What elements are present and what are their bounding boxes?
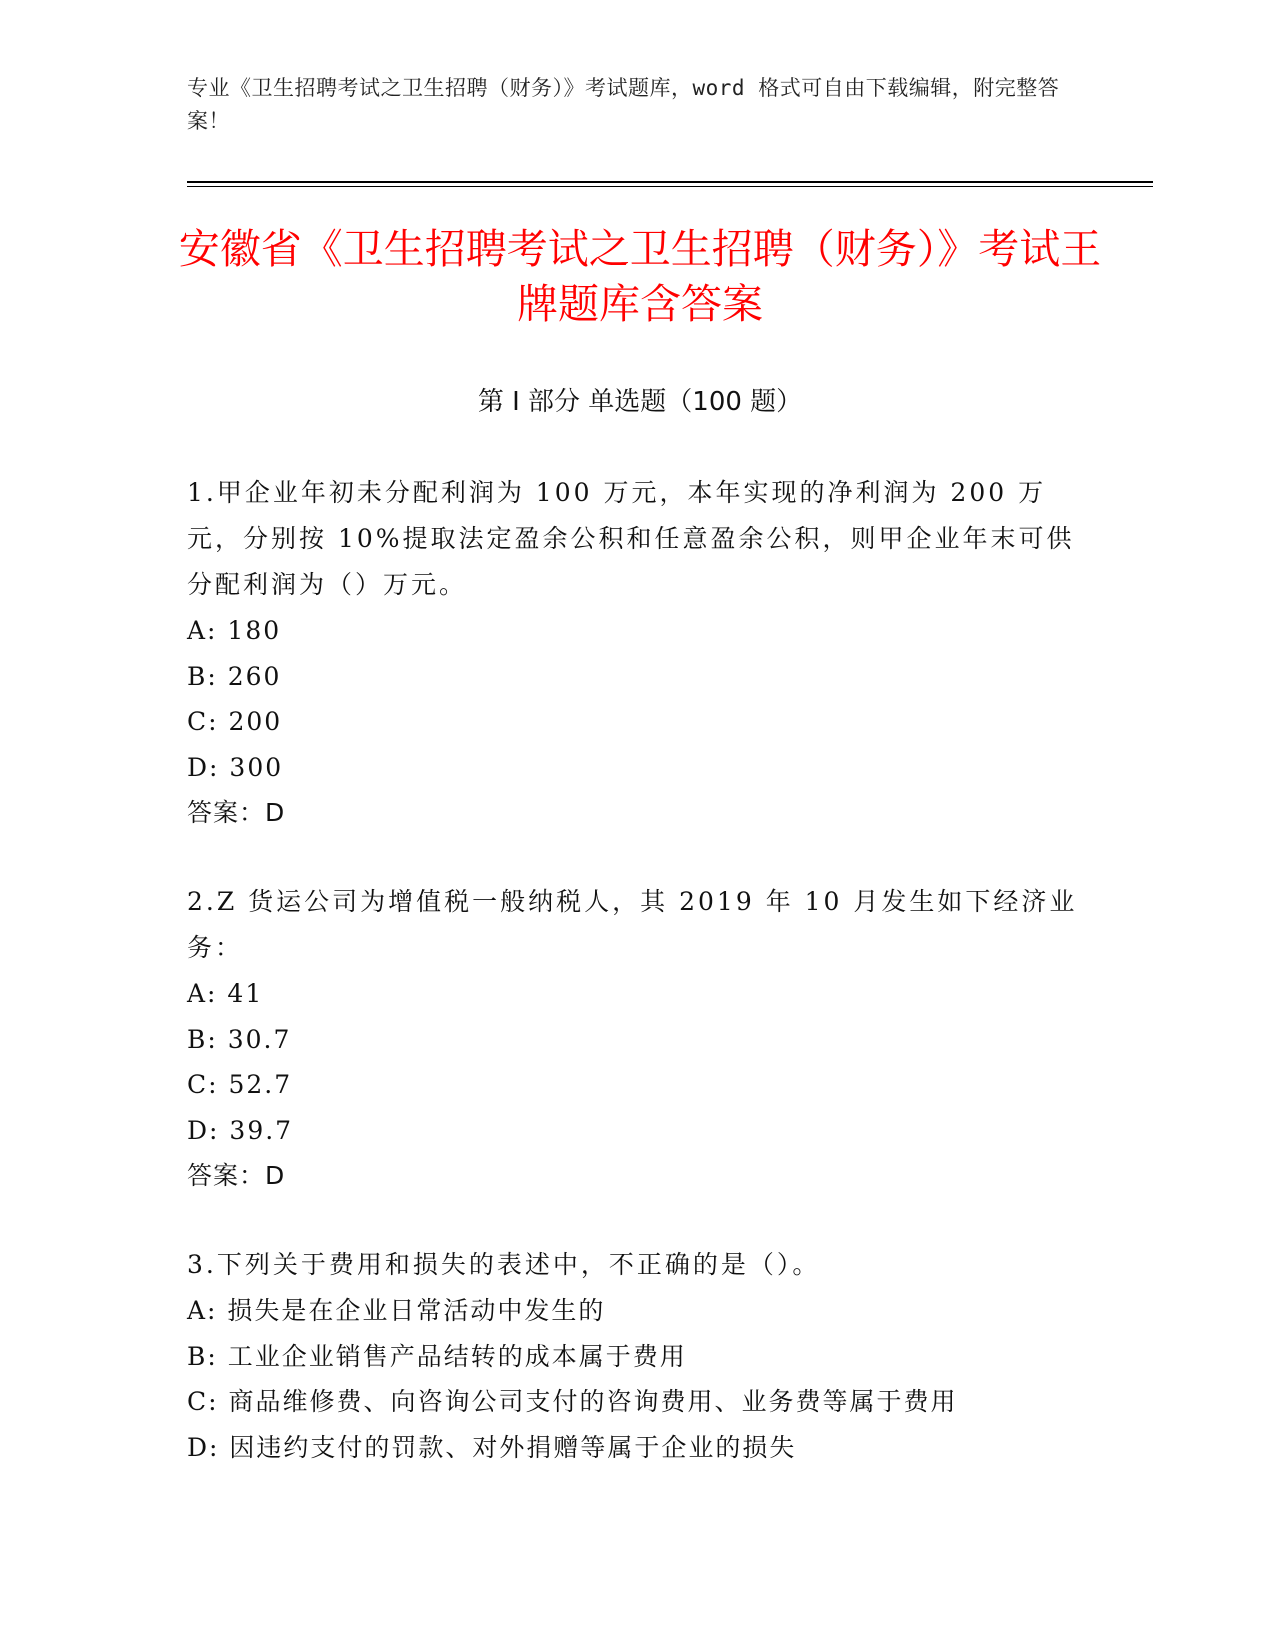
option-a: A: 180 — [187, 616, 282, 645]
question-stem: 3.下列关于费用和损失的表述中，不正确的是（）。 — [187, 1250, 821, 1279]
question-1 — [187, 470, 1087, 835]
question-spacer — [187, 835, 1087, 879]
question-stem: 1.甲企业年初未分配利润为 100 万元，本年实现的净利润为 200 万元，分别按 10%提取法定盈余公积和任意盈余公积，则甲企业年末可供分配利润为（）万元。 — [187, 478, 1075, 599]
option-d: D: 300 — [187, 752, 284, 782]
question-3 — [187, 1242, 1087, 1470]
question-stem: 2.Z 货运公司为增值税一般纳税人，其 2019 年 10 月发生如下经济业务： — [187, 887, 1078, 962]
answer: 答案：D — [187, 1161, 286, 1190]
option-b: B: 260 — [187, 661, 282, 691]
option-b: B: 30.7 — [187, 1024, 292, 1054]
option-d: D: 因违约支付的罚款、对外捐赠等属于企业的损失 — [187, 1432, 797, 1462]
option-c: C: 52.7 — [187, 1070, 293, 1099]
header-divider-thin — [187, 186, 1153, 187]
question-list — [187, 470, 1087, 1470]
question-spacer — [187, 1198, 1087, 1242]
header-note: 专业《卫生招聘考试之卫生招聘（财务）》考试题库，word 格式可自由下载编辑，附完整答案！ — [187, 76, 1060, 133]
document-title: 安徽省《卫生招聘考试之卫生招聘（财务）》考试王牌题库含答案 — [178, 225, 1102, 328]
section-title: 第 I 部分 单选题（100 题） — [477, 387, 803, 417]
option-a: A: 41 — [187, 979, 264, 1008]
option-c: C: 商品维修费、向咨询公司支付的咨询费用、业务费等属于费用 — [187, 1387, 958, 1416]
option-a: A: 损失是在企业日常活动中发生的 — [187, 1296, 606, 1325]
option-d: D: 39.7 — [187, 1115, 294, 1145]
question-2 — [187, 879, 1087, 1198]
answer: 答案：D — [187, 798, 286, 827]
header-divider — [187, 181, 1153, 183]
option-b: B: 工业企业销售产品结转的成本属于费用 — [187, 1341, 687, 1371]
option-c: C: 200 — [187, 707, 283, 736]
